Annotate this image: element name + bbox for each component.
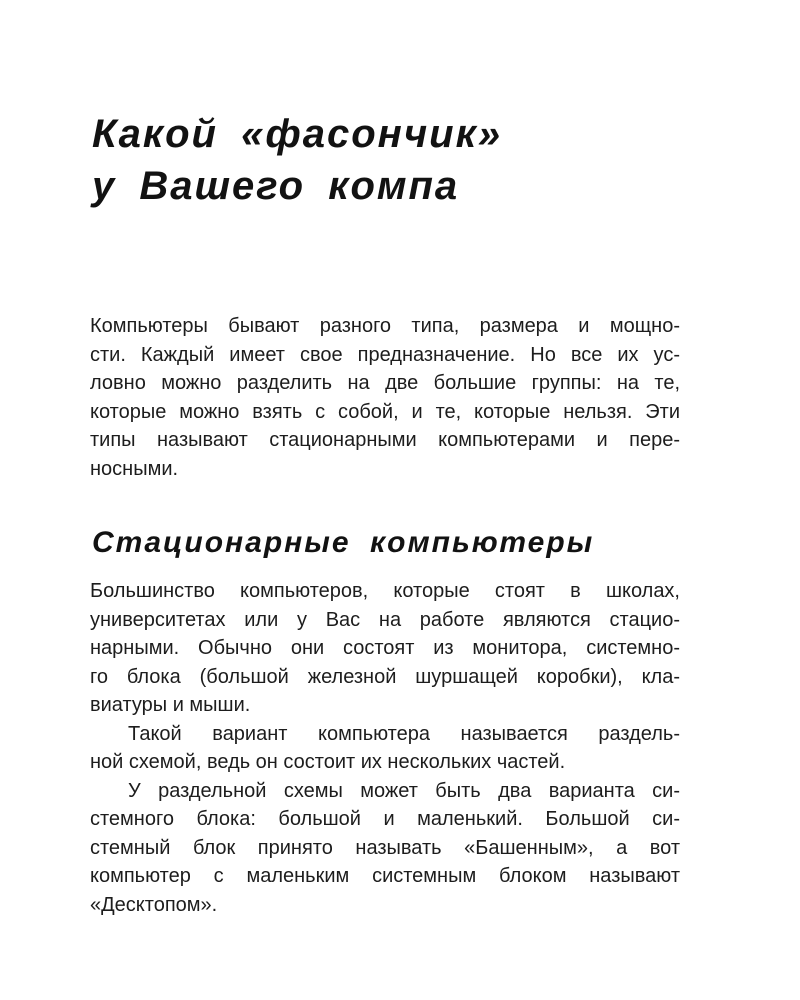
- text-line: «Десктопом».: [90, 893, 218, 916]
- chapter-title: [92, 108, 680, 212]
- text-line: типы называют стационарными компьютерами и пере-: [90, 429, 680, 451]
- text-line: компьютер с маленьким системным блоком называют: [90, 865, 680, 887]
- section-paragraph-2: [90, 720, 680, 777]
- text-line: го блока (большой железной шуршащей коробки), кла-: [90, 665, 680, 688]
- text-line: стемный блок принято называть «Башенным», а вот: [90, 836, 680, 859]
- intro-paragraph: [90, 312, 680, 483]
- text-line: ной схемой, ведь он состоит их нескольких частей.: [90, 751, 566, 773]
- text-line: Большинство компьютеров, которые стоят в школах,: [90, 580, 680, 602]
- chapter-title-line-1: Какой «фасончик»: [92, 112, 503, 156]
- text-line: которые можно взять с собой, и те, которые нельзя. Эти: [90, 400, 680, 423]
- text-line: У раздельной схемы может быть два варианта си-: [128, 779, 680, 802]
- text-line: сти. Каждый имеет свое предназначение. Но все их ус-: [90, 343, 680, 366]
- text-line: виатуры и мыши.: [90, 694, 251, 716]
- text-line: стемного блока: большой и маленький. Большой си-: [90, 808, 680, 830]
- text-line: Компьютеры бывают разного типа, размера и мощно-: [90, 315, 680, 337]
- text-line: университетах или у Вас на работе являются стацио-: [90, 608, 680, 631]
- chapter-title-line-2: у Вашего компа: [92, 164, 460, 208]
- section-heading: Стационарные компьютеры: [92, 526, 595, 559]
- text-line: Такой вариант компьютера называется раздель-: [128, 722, 680, 745]
- text-line: нарными. Обычно они состоят из монитора, системно-: [90, 637, 680, 659]
- section-paragraph-3: [90, 777, 680, 920]
- text-line: носными.: [90, 457, 179, 480]
- text-line: ловно можно разделить на две большие группы: на те,: [90, 372, 680, 394]
- section-paragraph-1: [90, 577, 680, 720]
